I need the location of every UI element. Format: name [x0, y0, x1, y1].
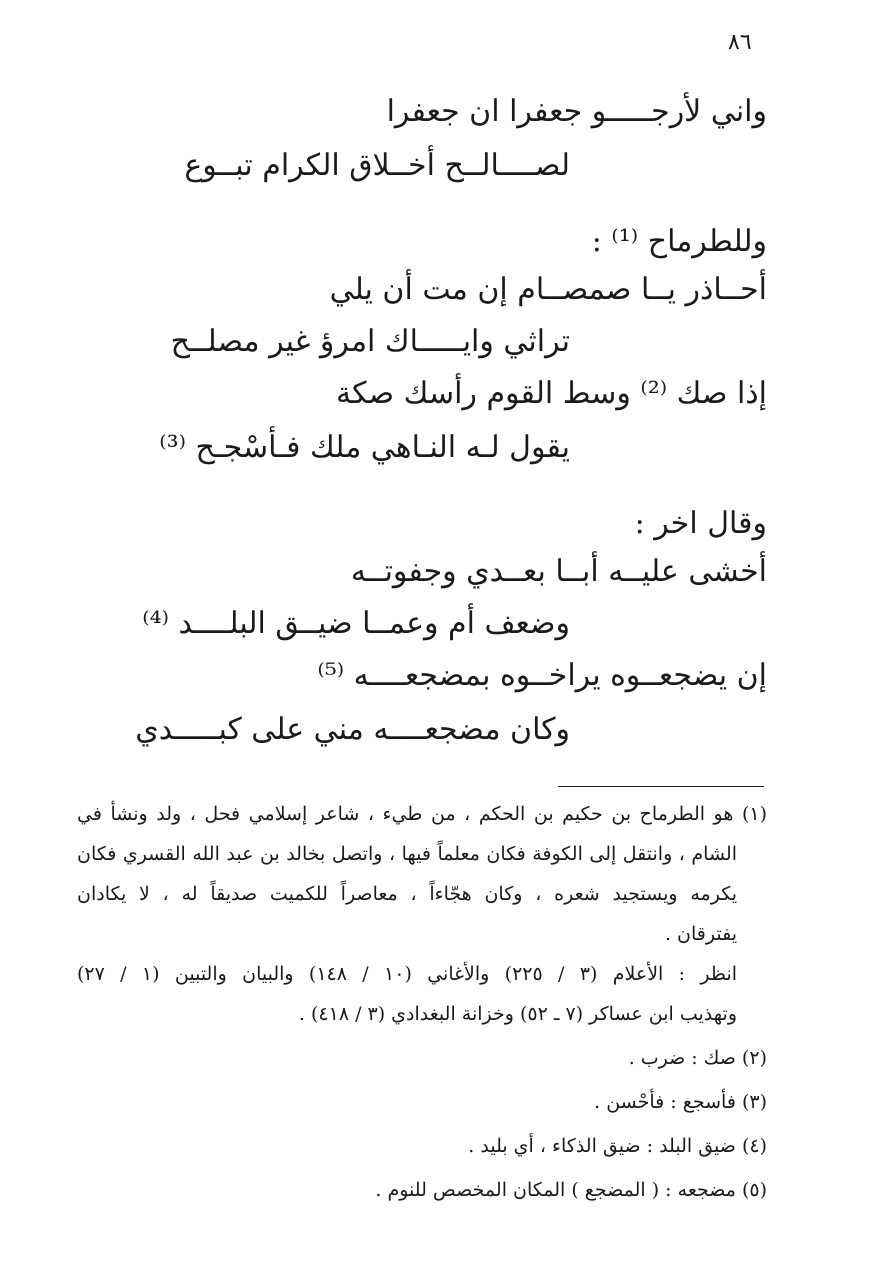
poem2-line2: تراثي وايـــــاك امرؤ غير مصلــح: [170, 324, 570, 359]
poem1-line2: لصــــالــح أخــلاق الكرام تبــوع: [184, 148, 570, 183]
footnote-1-line-2: الشام ، وانتقل إلى الكوفة فكان معلماً فيها ، واتصل بخالد بن عبد الله القسري فكان: [77, 843, 737, 865]
footnote-4: (٤) ضيق البلد : ضيق الذكاء ، أي بليد .: [468, 1135, 767, 1157]
poem1-line1: واني لأرجـــــو جعفرا ان جعفرا: [386, 94, 767, 129]
poem2-line4: يقول لـه النـاهي ملك فـأسْجـح ⁽³⁾: [159, 430, 570, 465]
footnote-1-line-5: انظر : الأعلام (٣ / ٢٢٥) والأغاني (١٠ / ١٤٨) والبيان والتبين (١ / ٢٧): [77, 963, 738, 985]
poem2-line3: إذا صك ⁽²⁾ وسط القوم رأسك صكة: [336, 376, 767, 411]
poem3-line3: إن يضجعــوه يراخــوه بمضجعــــه ⁽⁵⁾: [317, 658, 767, 693]
footnote-3: (٣) فأسجع : فأحْسن .: [594, 1091, 767, 1113]
poem3-line4: وكان مضجعــــه مني على كبـــــدي: [135, 712, 570, 747]
page-number: ٨٦: [728, 30, 752, 55]
footnote-1-line-4: يفترقان .: [664, 923, 737, 945]
footnote-1-line-1: (١) هو الطرماح بن حكيم بن الحكم ، من طيء ، شاعر إسلامي فحل ، ولد ونشأ في: [77, 803, 767, 825]
footnote-divider: [558, 786, 764, 787]
poem3-line2: وضعف أم وعمــا ضيــق البلــــد ⁽⁴⁾: [142, 606, 570, 641]
footnote-2: (٢) صك : ضرب .: [628, 1047, 767, 1069]
footnote-5: (٥) مضجعه : ( المضجع ) المكان المخصص للنوم .: [375, 1179, 767, 1201]
poem2-line1: أحــاذر يــا صمصــام إن مت أن يلي: [329, 272, 767, 307]
footnote-1-line-3: يكرمه ويستجيد شعره ، وكان هجّاءاً ، معاصراً للكميت صديقاً له ، لا يكادان: [77, 883, 737, 905]
footnote-1-line-6: وتهذيب ابن عساكر (٧ ـ ٥٢) وخزانة البغدادي (٣ / ٤١٨) .: [298, 1003, 737, 1025]
poem2-intro: وللطرماح ⁽¹⁾ :: [591, 224, 767, 259]
poem3-line1: أخشى عليــه أبــا بعــدي وجفوتــه: [350, 554, 767, 589]
poem3-intro: وقال اخر :: [634, 506, 767, 541]
